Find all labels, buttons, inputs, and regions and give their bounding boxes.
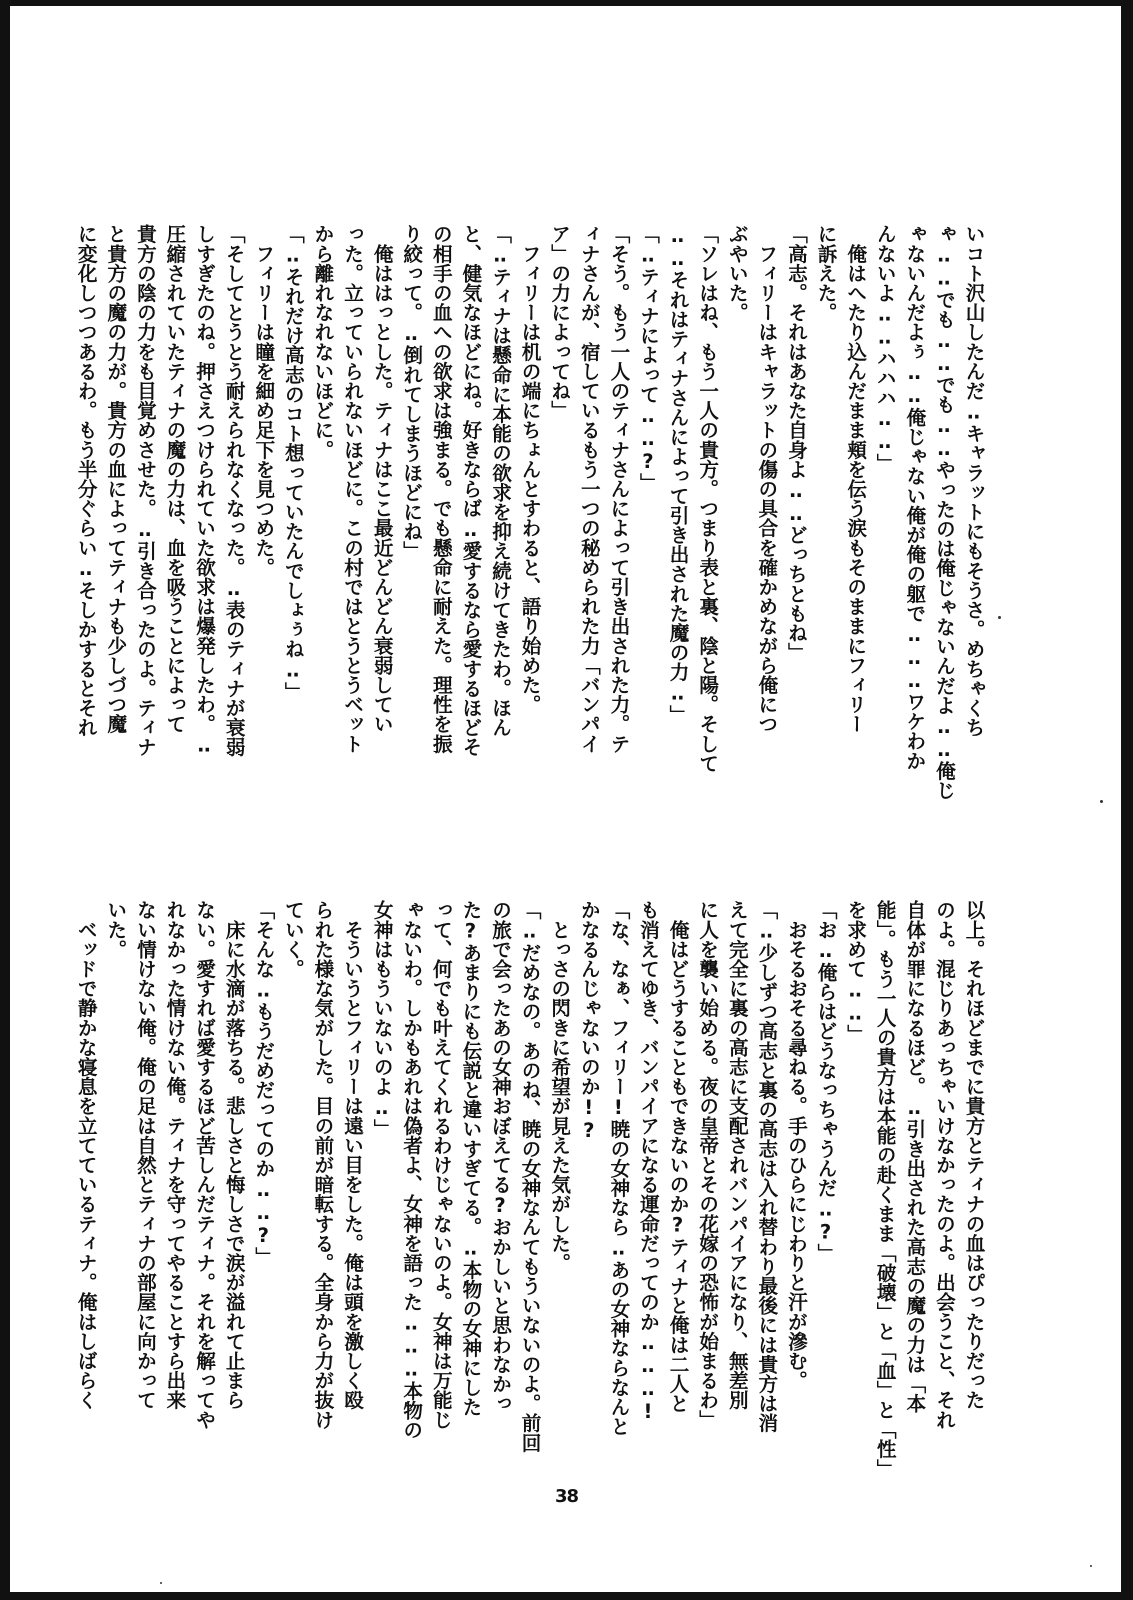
text-line: に訴えた。 — [814, 224, 838, 322]
text-line: 「な、なぁ、フィリー!暁の女神なら‥あの女神ならなんと — [606, 900, 630, 1436]
text-line: おそるおそる尋ねる。手のひらにじわりと汗が滲む。 — [784, 900, 808, 1390]
text-line: 女神はもういないのよ‥」 — [370, 900, 394, 1139]
page-number: 38 — [554, 1486, 579, 1507]
text-line: フィリーは瞳を細め足下を見つめた。 — [251, 224, 275, 577]
text-line: ベッドで静かな寝息を立てているティナ。俺はしばらく — [74, 900, 98, 1410]
text-line: と貴方の魔の力が。貴方の血によってティナも少しづつ魔 — [103, 224, 127, 734]
text-line: と、健気なほどにね。好きならば‥愛するなら愛するほどそ — [458, 224, 482, 757]
text-line: 「高志。それはあなた自身よ‥‥どっちともね」 — [784, 224, 808, 662]
text-line: かなるんじゃないのか!? — [577, 900, 601, 1142]
text-line: のよ。混じりあっちゃいけなかったのよ。出会うこと、それ — [932, 900, 956, 1430]
text-line: を求めて‥‥」 — [843, 900, 867, 1044]
text-line: 圧縮されていたティナの魔の力は、血を吸うことによって — [162, 224, 186, 734]
text-line: 「そんな‥もうだめだってのか‥‥?」 — [251, 900, 275, 1267]
text-line: に変化しつつあるわ。もう半分ぐらい‥そしかするとそれ — [74, 224, 98, 737]
text-line: ィナさんが、宿しているもう一つの秘められた力「バンパイ — [577, 224, 601, 754]
text-line: れなかった情けない俺。ティナを守ってやることすら出来 — [162, 900, 186, 1410]
text-line: 床に水滴が落ちる。悲しさと悔しさで涙が溢れて止まら — [222, 900, 246, 1410]
text-line: 「‥少しずつ高志と裏の高志は入れ替わり最後には貴方は消 — [754, 900, 778, 1433]
text-line: ゃ‥‥でも‥‥でも‥‥やったのは俺じゃないんだよ‥‥俺じ — [932, 224, 956, 800]
text-line: た?あまりにも伝説と違いすぎてる。‥本物の女神にした — [458, 900, 482, 1417]
text-line: 俺ははっとした。ティナはここ最近どんどん衰弱してい — [370, 224, 394, 734]
text-line: 俺はどうすることもできないのか?ティナと俺は二人と — [666, 900, 690, 1413]
text-line: ‥‥それはティナさんによって引き出された魔の力‥」 — [666, 224, 690, 725]
text-line: とっさの閃きに希望が見えた気がした。 — [547, 900, 571, 1273]
text-line: フィリーは机の端にちょんとすわると、語り始めた。 — [518, 224, 542, 714]
text-line: り絞って。‥倒れてしまうほどにね」 — [399, 224, 423, 561]
text-block-lower — [74, 900, 988, 1479]
text-line: の旅で会ったあの女神おぼえてる?おかしいと思わなかっ — [488, 900, 512, 1413]
text-line: の相手の血への欲求は強まる。でも懸命に耐えた。理性を振 — [429, 224, 453, 754]
text-line: に人を襲い始める。夜の皇帝とその花嫁の恐怖が始まるわ」 — [695, 900, 719, 1430]
text-line: 自体が罪になるほど。‥引き出された高志の魔の力は「本 — [902, 900, 926, 1413]
text-line: も消えてゆき、バンパイアになる運命だってのか‥‥‥! — [636, 900, 660, 1424]
text-line: フィリーはキャラットの傷の具合を確かめながら俺につ — [754, 224, 778, 734]
text-line: ぶやいた。 — [725, 224, 749, 322]
text-line: しすぎたのね。押さえつけられていた欲求は爆発したわ。‥ — [192, 224, 216, 757]
text-line: 「そう。もう一人のティナさんによって引き出された力。テ — [606, 224, 630, 754]
scan-speck — [1090, 1565, 1092, 1567]
text-line: 「ソレはね、もう一人の貴方。つまり表と裏、陰と陽。そして — [695, 224, 719, 773]
text-line: ない情けない俺。俺の足は自然とティナの部屋に向かって — [133, 900, 157, 1410]
text-line: ない。愛すれば愛するほど苦しんだティナ。それを解ってや — [192, 900, 216, 1430]
text-line: 「‥ティナは懸命に本能の欲求を抑え続けてきたわ。ほん — [488, 224, 512, 737]
text-line: った。立っていられないほどに。この村ではとうとうベット — [340, 224, 364, 754]
text-line: いた。 — [103, 900, 127, 959]
text-line: ゃないんだよぅ‥‥俺じゃない俺が俺の躯で‥‥‥ワケわか — [902, 224, 926, 771]
text-line: ア」の力によってね」 — [547, 224, 571, 420]
text-line: 俺はへたり込んだまま頬を伝う涙もそのままにフィリー — [843, 224, 867, 734]
scan-speck — [160, 1582, 162, 1584]
text-line: んないよ‥‥ハハハ‥‥」 — [873, 224, 897, 473]
text-line: 能」。もう一人の貴方は本能の赴くまま「破壊」と「血」と「性」 — [873, 900, 897, 1479]
text-line: 「お‥俺らはどうなっちゃうんだ‥?」 — [814, 900, 838, 1263]
text-line: 貴方の陰の力をも目覚めさせた。‥引き合ったのよ。ティナ — [133, 224, 157, 757]
text-line: 以上。それほどまでに貴方とティナの血はぴったりだった — [962, 900, 985, 1410]
text-line: そういうとフィリーは遠い目をした。俺は頭を激しく殴 — [340, 900, 364, 1410]
text-line: 「‥ティナによって‥‥?」 — [636, 224, 660, 493]
text-line: られた様な気がした。目の前が暗転する。全身から力が抜け — [310, 900, 334, 1430]
text-line: 「そしてとうとう耐えられなくなった。‥表のティナが衰弱 — [222, 224, 246, 757]
text-line: から離れなれないほどに。 — [310, 224, 334, 460]
text-block-upper — [74, 224, 988, 800]
text-line: って、何でも叶えてくれるわけじゃないのよ。女神は万能じ — [429, 900, 453, 1430]
text-line: ていく。 — [281, 900, 305, 979]
text-line: ゃないわ。しかもあれは偽者よ、女神を語った‥‥‥本物の — [399, 900, 423, 1440]
text-line: 「‥だめなの。あのね、暁の女神なんてもういないのよ。前回 — [518, 900, 542, 1453]
text-line: えて完全に裏の高志に支配されバンパイアになり、無差別 — [725, 900, 749, 1410]
scan-speck — [1100, 800, 1103, 803]
scan-speck — [998, 616, 1001, 619]
text-line: いコト沢山したんだ‥キャラットにもそうさ。めちゃくち — [962, 224, 985, 737]
text-line: 「‥それだけ高志のコト想っていたんでしょぅね‥」 — [281, 224, 305, 702]
